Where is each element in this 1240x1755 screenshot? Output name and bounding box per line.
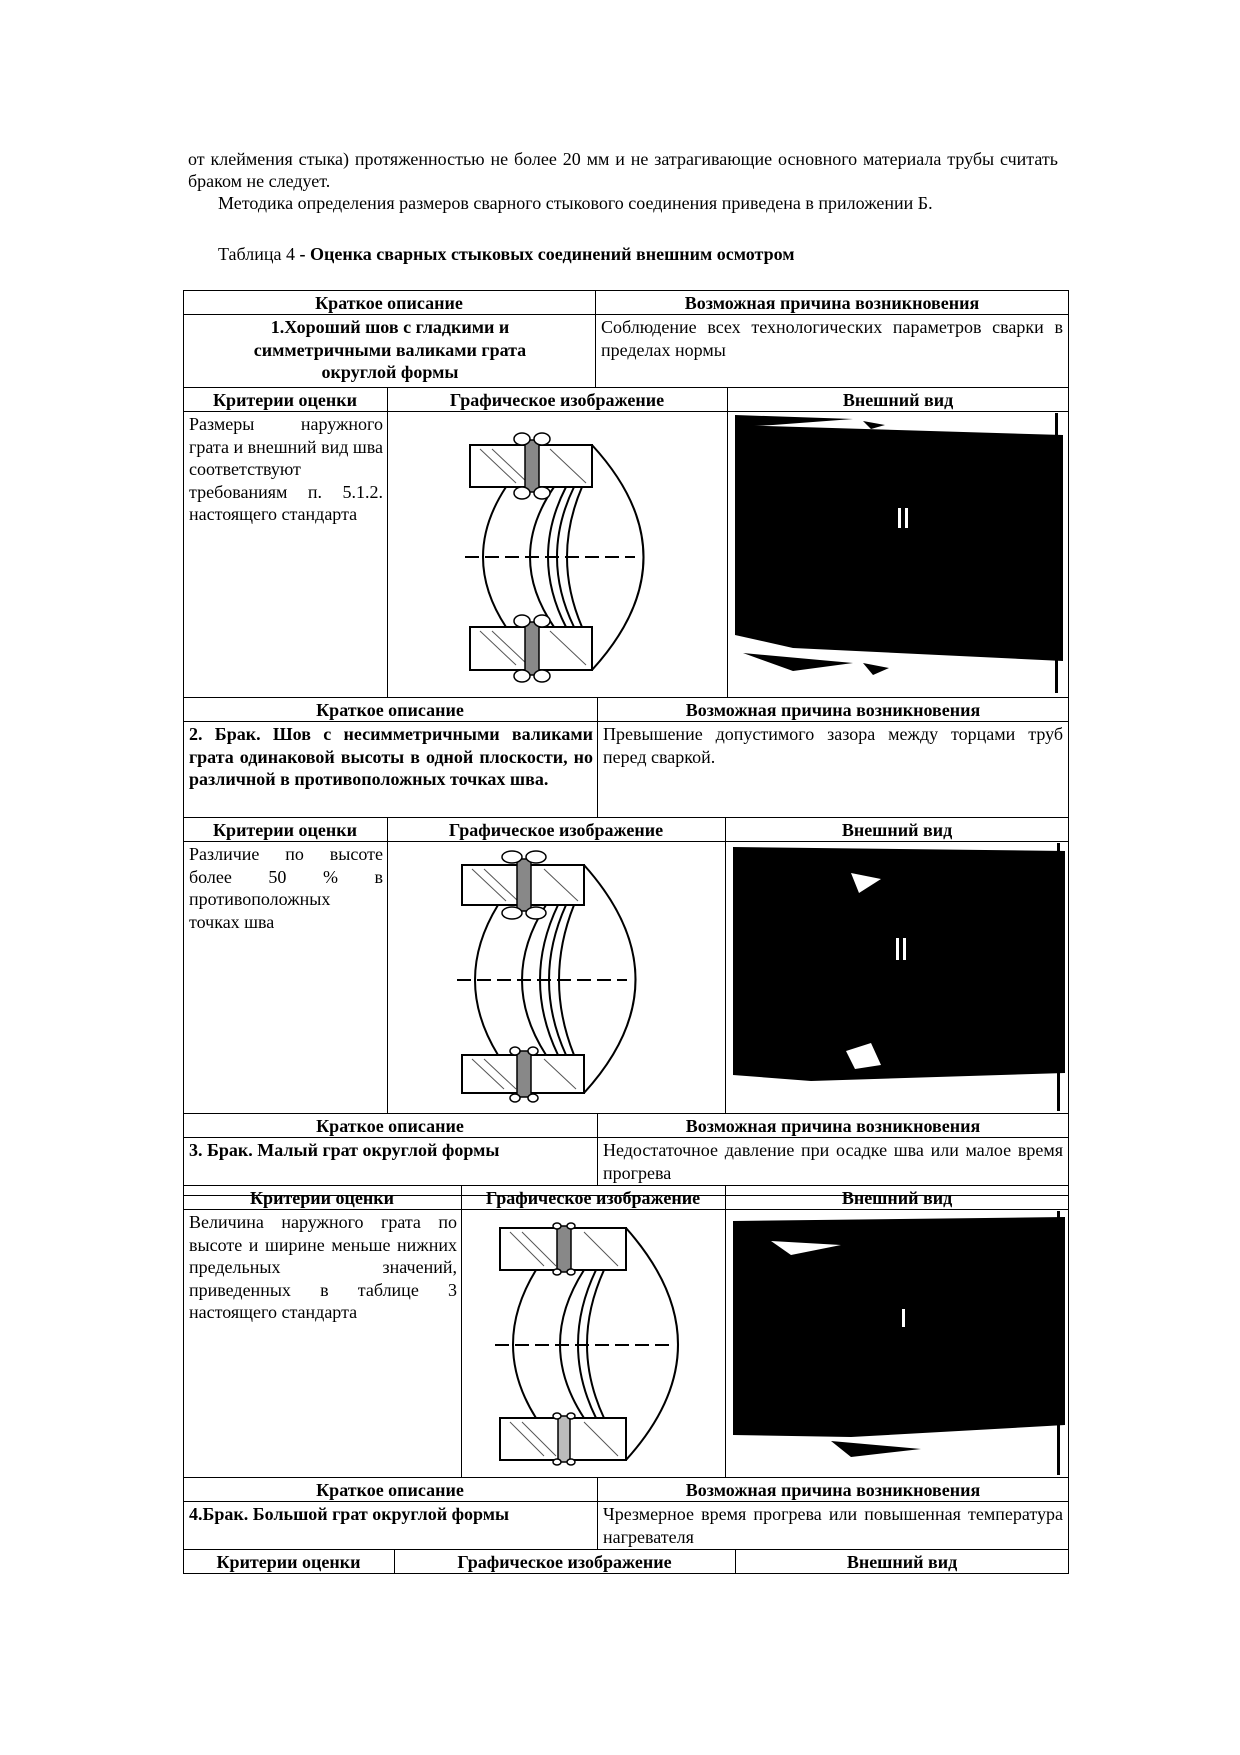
section3-criteria-header: Критерии оценки — [250, 1188, 394, 1208]
table-caption — [218, 243, 795, 265]
section2-graphic-header: Графическое изображение — [448, 820, 664, 840]
section4-criteria-header: Критерии оценки — [216, 1552, 361, 1572]
section2-weld-photo — [731, 843, 1065, 1111]
section2-cause: Превышение допустимого зазора между торцами труб перед сваркой. — [603, 724, 1063, 767]
section3-weld-drawing — [500, 1218, 700, 1473]
section2-cause-header: Возможная причина возникновения — [685, 700, 981, 720]
table-caption-prefix: Таблица 4 — [218, 244, 295, 264]
section1-graphic-header: Графическое изображение — [449, 390, 665, 410]
section2-appearance-header: Внешний вид — [841, 820, 953, 840]
section4-cause: Чрезмерное время прогрева или повышенная температура нагревателя — [603, 1504, 1063, 1547]
table-caption-title: - Оценка сварных стыковых соединений внешним осмотром — [299, 244, 795, 264]
section4-description-header: Краткое описание — [316, 1480, 464, 1500]
section3-cause-header: Возможная причина возникновения — [685, 1116, 981, 1136]
section3-appearance-header: Внешний вид — [841, 1188, 953, 1208]
section1-cause: Соблюдение всех технологических параметров сварки в пределах нормы — [601, 317, 1063, 360]
section1-weld-drawing — [470, 425, 660, 690]
section2-criteria: Различие по высоте более 50 % в противоположных точках шва — [189, 844, 383, 932]
section3-criteria: Величина наружного грата по высоте и ширине меньше нижних предельных значений, приведенных в таблице 3 настоящего стандарта — [189, 1212, 457, 1322]
section4-title: 4.Брак. Большой грат округлой формы — [189, 1504, 510, 1524]
section2-description-header: Краткое описание — [316, 700, 464, 720]
section1-weld-photo — [733, 413, 1063, 693]
section1-title: 1.Хороший шов с гладкими и симметричными валиками грата округлой формы — [253, 317, 527, 382]
section3-title: 3. Брак. Малый грат округлой формы — [189, 1140, 500, 1160]
section2-criteria-header: Критерии оценки — [213, 820, 357, 840]
section3-cause: Недостаточное давление при осадке шва или малое время прогрева — [603, 1140, 1063, 1183]
section4-appearance-header: Внешний вид — [846, 1552, 958, 1572]
section4-cause-header: Возможная причина возникновения — [685, 1480, 981, 1500]
section3-weld-photo — [731, 1211, 1065, 1475]
section1-criteria-header: Критерии оценки — [213, 390, 357, 410]
intro-text — [188, 148, 1058, 214]
section1-criteria: Размеры наружного грата и внешний вид шва соответствуют требованиям п. 5.1.2. настоящего стандарта — [189, 414, 383, 524]
section1-appearance-header: Внешний вид — [842, 390, 954, 410]
section3-graphic-header: Графическое изображение — [485, 1188, 701, 1208]
intro-paragraph-2: Методика определения размеров сварного стыкового соединения приведена в приложении Б. — [218, 193, 933, 213]
section1-cause-header: Возможная причина возникновения — [684, 293, 980, 313]
section3-description-header: Краткое описание — [316, 1116, 464, 1136]
section4-graphic-header: Графическое изображение — [457, 1552, 672, 1572]
section2-weld-drawing — [462, 853, 652, 1108]
intro-paragraph-1: от клеймения стыка) протяженностью не более 20 мм и не затрагивающие основного материала трубы считать браком не следует. — [188, 149, 1058, 191]
section1-description-header: Краткое описание — [315, 293, 463, 313]
section2-title: 2. Брак. Шов с несимметричными валиками грата одинаковой высоты в одной плоскости, но различной в противоположных точках шва. — [189, 724, 593, 789]
